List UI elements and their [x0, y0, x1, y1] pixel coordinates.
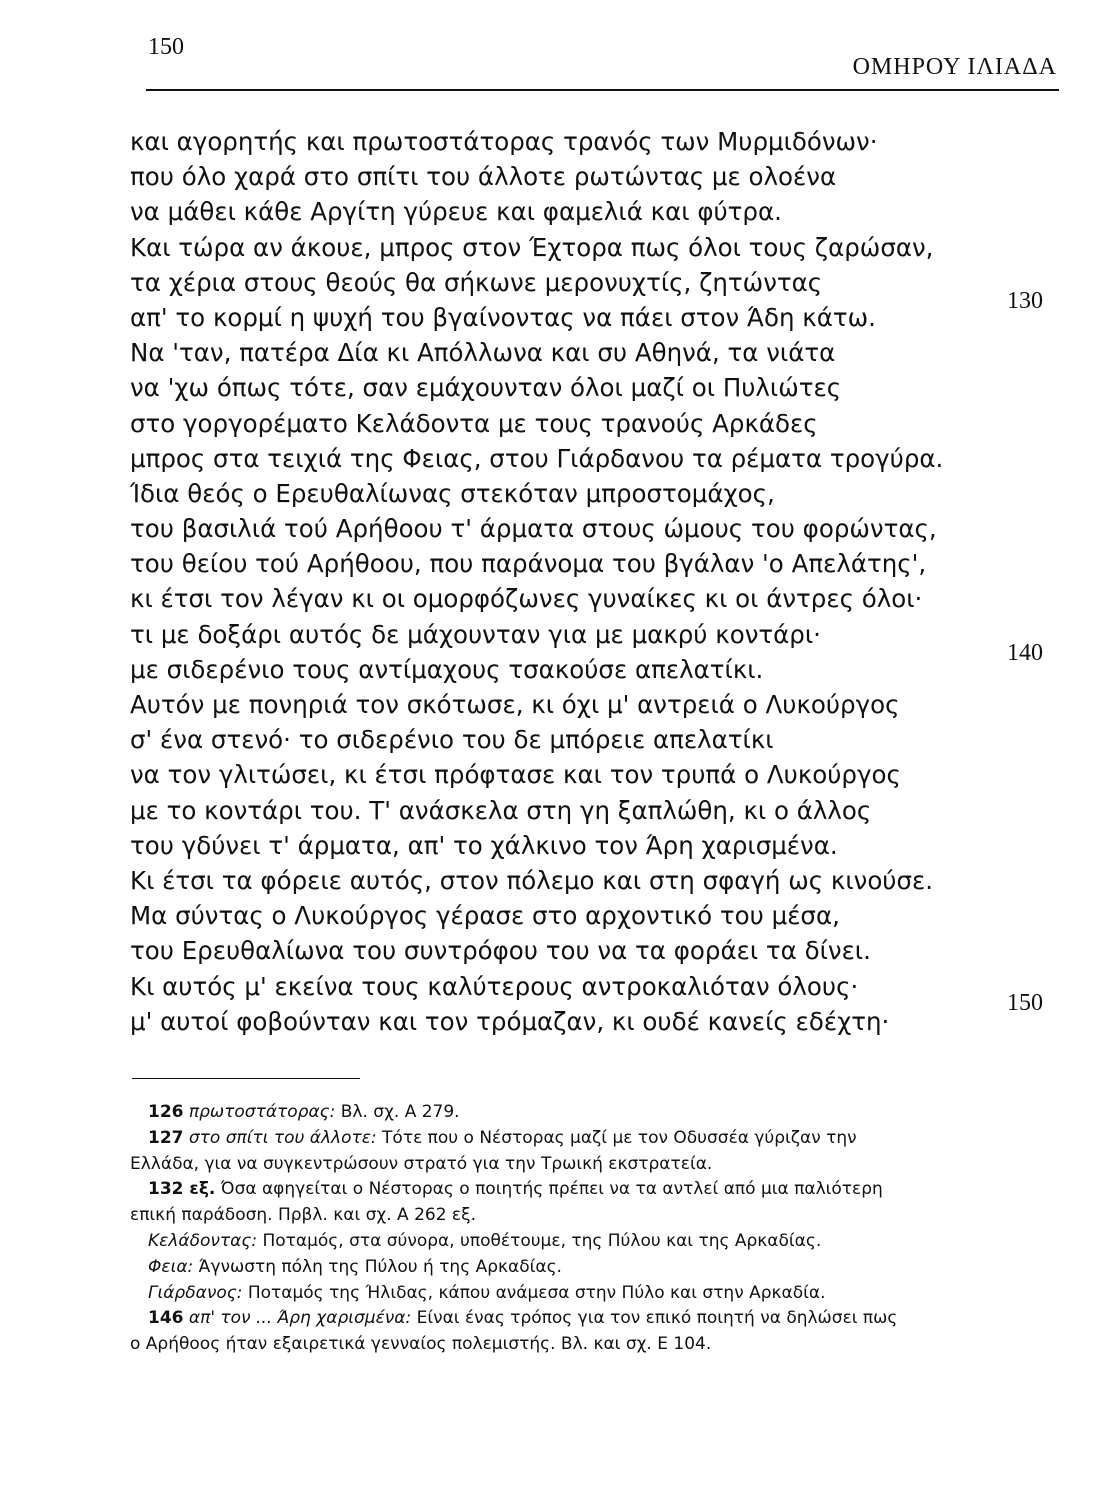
footnote-lemma: Φεια: — [148, 1256, 194, 1277]
verse-line: με σιδερένιο τους αντίμαχους τσακούσε απελατίκι. — [130, 654, 764, 684]
footnote — [130, 1229, 980, 1255]
verse-line: του θείου τού Αρήθοου, που παράνομα του βγάλαν 'ο Απελάτης', — [130, 549, 927, 579]
verse-line: απ' το κορμί η ψυχή του βγαίνοντας να πάει στον Άδη κάτω. — [130, 302, 876, 332]
footnote-number: 146 — [148, 1308, 184, 1329]
footnote — [130, 1100, 980, 1126]
footnote-text: Όσα αφηγείται ο Νέστορας ο ποιητής πρέπει να τα αντλεί από μια παλιότερη — [220, 1179, 883, 1200]
verse-line: του Ερευθαλίωνα του συντρόφου του να τα φοράει τα δίνει. — [130, 936, 871, 966]
verse-line: και αγορητής και πρωτοστάτορας τρανός των Μυρμιδόνων· — [130, 127, 878, 156]
verse-line: του βασιλιά τού Αρήθοου τ' άρματα στους ώμους του φορώντας, — [130, 514, 937, 544]
footnote-lemma: απ' τον ... Άρη χαρισμένα: — [188, 1308, 412, 1329]
verse-line: τι με δοξάρι αυτός δε μάχουνταν για με μακρύ κοντάρι· — [130, 619, 821, 649]
footnote-continuation: επική παράδοση. Πρβλ. και σχ. Α 262 εξ. — [130, 1205, 477, 1226]
line-number-marker: 150 — [1007, 990, 1043, 1016]
verse-line: Να 'ταν, πατέρα Δία κι Απόλλωνα και συ Αθηνά, τα νιάτα — [130, 338, 836, 368]
footnote-lemma: στο σπίτι του άλλοτε: — [188, 1127, 377, 1148]
footnote — [130, 1306, 980, 1332]
header-rule — [146, 89, 1059, 91]
verse-line: που όλο χαρά στο σπίτι του άλλοτε ρωτώντας με ολοένα — [130, 162, 837, 192]
footnote-lemma: Γιάρδανος: — [148, 1282, 243, 1303]
footnote-text: Βλ. σχ. Α 279. — [340, 1102, 460, 1122]
footnote-text: Ποταμός της Ήλιδας, κάπου ανάμεσα στην Πύλο και στην Αρκαδία. — [247, 1282, 826, 1303]
verse-line: Ίδια θεός ο Ερευθαλίωνας στεκόταν μπροστομάχος, — [130, 478, 775, 508]
verse-line: Και τώρα αν άκουε, μπρος στον Έχτορα πως όλοι τους ζαρώσαν, — [130, 232, 934, 262]
footnote — [130, 1281, 980, 1307]
footnote — [130, 1126, 980, 1152]
verse-line: Κι αυτός μ' εκείνα τους καλύτερους αντροκαλιόταν όλους· — [130, 971, 859, 1001]
running-title: ΟΜΗΡΟΥ ΙΛΙΑΔΑ — [852, 54, 1057, 80]
verse-line: Αυτόν με πονηριά τον σκότωσε, κι όχι μ' αντρειά ο Λυκούργος — [130, 690, 900, 719]
verse-line: Μα σύντας ο Λυκούργος γέρασε στο αρχοντικό του μέσα, — [130, 901, 840, 931]
footnote-text: Τότε που ο Νέστορας μαζί με τον Οδυσσέα γύριζαν την — [382, 1127, 857, 1148]
footnote-text: Άγνωστη πόλη της Πύλου ή της Αρκαδίας. — [198, 1256, 562, 1277]
footnote-continuation: ο Αρήθοος ήταν εξαιρετικά γενναίος πολεμιστής. Βλ. και σχ. Ε 104. — [130, 1334, 712, 1355]
footnote-number: 126 — [148, 1102, 184, 1122]
line-number-marker: 140 — [1007, 640, 1043, 666]
footnote-lemma: πρωτοστάτορας: — [188, 1102, 336, 1122]
verse-line: να 'χω όπως τότε, σαν εμάχουνταν όλοι μαζί οι Πυλιώτες — [130, 373, 842, 403]
verse-line: του γδύνει τ' άρματα, απ' το χάλκινο τον Άρη χαρισμένα. — [130, 830, 838, 860]
verse-line: Κι έτσι τα φόρειε αυτός, στον πόλεμο και στη σφαγή ως κινούσε. — [130, 865, 934, 895]
footnote-text: Είναι ένας τρόπος για τον επικό ποιητή να δηλώσει πως — [416, 1308, 898, 1329]
verse-line: στο γοργορέματο Κελάδοντα με τους τρανούς Αρκάδες — [130, 408, 818, 438]
verse-line: μπρος στα τειχιά της Φειας, στου Γιάρδανου τα ρέματα τρογύρα. — [130, 443, 944, 473]
footnotes — [130, 1100, 980, 1358]
footnote — [130, 1255, 980, 1281]
footnote-separator — [132, 1078, 360, 1079]
line-number-marker: 130 — [1007, 288, 1043, 314]
verse-block — [130, 124, 990, 1039]
footnote-number: 132 εξ. — [148, 1179, 216, 1200]
page-number: 150 — [148, 34, 184, 60]
footnote-number: 127 — [148, 1127, 184, 1148]
verse-line: να μάθει κάθε Αργίτη γύρευε και φαμελιά και φύτρα. — [130, 197, 782, 227]
verse-line: με το κοντάρι του. Τ' ανάσκελα στη γη ξαπλώθη, κι ο άλλος — [130, 795, 872, 825]
verse-line: κι έτσι τον λέγαν κι οι ομορφόζωνες γυναίκες κι οι άντρες όλοι· — [130, 584, 923, 614]
footnote-continuation: Ελλάδα, για να συγκεντρώσουν στρατό για την Τρωική εκστρατεία. — [130, 1153, 713, 1174]
footnote-lemma: Κελάδοντας: — [148, 1230, 258, 1251]
footnote — [130, 1177, 980, 1203]
verse-line: τα χέρια στους θεούς θα σήκωνε μερονυχτίς, ζητώντας — [130, 267, 823, 297]
footnote-text: Ποταμός, στα σύνορα, υποθέτουμε, της Πύλου και της Αρκαδίας. — [262, 1230, 822, 1251]
verse-line: σ' ένα στενό· το σιδερένιο του δε μπόρειε απελατίκι — [130, 725, 774, 755]
verse-line: να τον γλιτώσει, κι έτσι πρόφτασε και τον τρυπά ο Λυκούργος — [130, 760, 901, 790]
verse-line: μ' αυτοί φοβούνταν και τον τρόμαζαν, κι ουδέ κανείς εδέχτη· — [130, 1006, 890, 1036]
